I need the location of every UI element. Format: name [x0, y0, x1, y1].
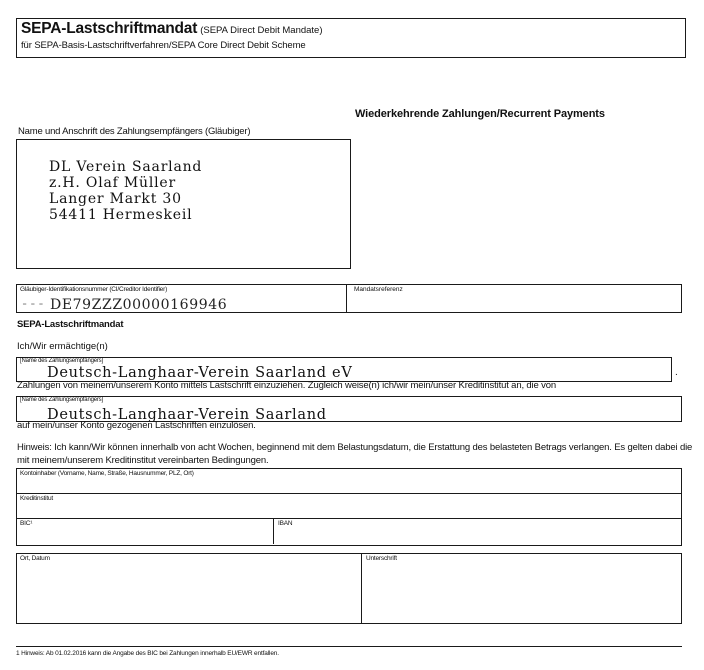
form-title-box	[16, 18, 686, 58]
account-holder-field[interactable]	[17, 469, 681, 494]
place-date-field[interactable]	[17, 554, 362, 623]
signature-label: Unterschrift	[366, 555, 397, 562]
payee-name-label: [Name des Zahlungsempfängers]	[20, 397, 103, 403]
form-title-en: (SEPA Direct Debit Mandate)	[200, 25, 323, 36]
creditor-address-label: Name und Anschrift des Zahlungsempfängers (Gläubiger)	[18, 126, 251, 137]
creditor-address-box	[16, 139, 351, 269]
account-details-table	[16, 468, 682, 546]
collect-instruction-text: Zahlungen von meinem/unserem Konto mittels Lastschrift einzuziehen. Zugleich weise(n) ich/wir mein/unser Kreditinstitut an, die von	[17, 380, 557, 391]
form-title-de: SEPA-Lastschriftmandat	[21, 20, 198, 37]
signature-section	[16, 553, 682, 624]
creditor-id-row	[16, 284, 682, 313]
payee-name-value: Deutsch-Langhaar-Verein Saarland	[47, 407, 327, 423]
creditor-address	[49, 159, 202, 223]
redeem-instruction-text: auf mein/unser Konto gezogenen Lastschriften einzulösen.	[17, 420, 256, 431]
bank-field[interactable]	[17, 494, 681, 519]
address-line: Langer Markt 30	[49, 191, 182, 207]
address-line: z.H. Olaf Müller	[49, 175, 176, 191]
address-line: DL Verein Saarland	[49, 159, 203, 175]
bic-footnote: 1 Hinweis: Ab 01.02.2016 kann die Angabe des BIC bei Zahlungen innerhalb EU/EWR entfallen.	[16, 650, 279, 657]
form-subtitle: für SEPA-Basis-Lastschriftverfahren/SEPA Core Direct Debit Scheme	[21, 40, 306, 51]
bank-label: Kreditinstitut	[20, 495, 53, 502]
payee-name-field-1[interactable]	[16, 357, 672, 382]
creditor-id-value: DE79ZZZ00000169946	[50, 297, 228, 313]
payee-name-label: [Name des Zahlungsempfängers]	[20, 358, 103, 364]
bic-label: BIC¹	[20, 520, 33, 527]
form-title	[21, 20, 323, 38]
footnote-divider	[16, 646, 682, 647]
place-date-label: Ort, Datum	[20, 555, 50, 562]
mandate-section-heading: SEPA-Lastschriftmandat	[17, 319, 124, 330]
sentence-period: .	[675, 367, 678, 378]
creditor-id-label: Gläubiger-Identifikationsnummer (CI/Creditor Identifier)	[20, 286, 168, 293]
creditor-id-dashes: ---	[21, 297, 46, 311]
authorize-text: Ich/Wir ermächtige(n)	[17, 341, 108, 352]
payee-name-value: Deutsch-Langhaar-Verein Saarland eV	[47, 365, 353, 381]
bic-field[interactable]	[17, 519, 274, 544]
mandate-reference-label: Mandatsreferenz	[354, 286, 403, 293]
creditor-id-field[interactable]	[17, 285, 347, 312]
iban-label: IBAN	[278, 520, 293, 527]
refund-notice: Hinweis: Ich kann/Wir können innerhalb von acht Wochen, beginnend mit dem Belastungsdatum, die Erstattung des belasteten Betrags verlangen. Es gelten dabei die mit meinem/unserem Kreditinstitut vereinbarten Bedingungen.	[17, 442, 693, 466]
address-line: 54411 Hermeskeil	[49, 207, 193, 223]
payee-name-field-2[interactable]	[16, 396, 682, 422]
account-holder-label: Kontoinhaber (Vorname, Name, Straße, Hausnummer, PLZ, Ort)	[20, 470, 194, 477]
payment-type-heading: Wiederkehrende Zahlungen/Recurrent Payments	[355, 108, 605, 120]
bic-iban-row	[17, 519, 681, 544]
